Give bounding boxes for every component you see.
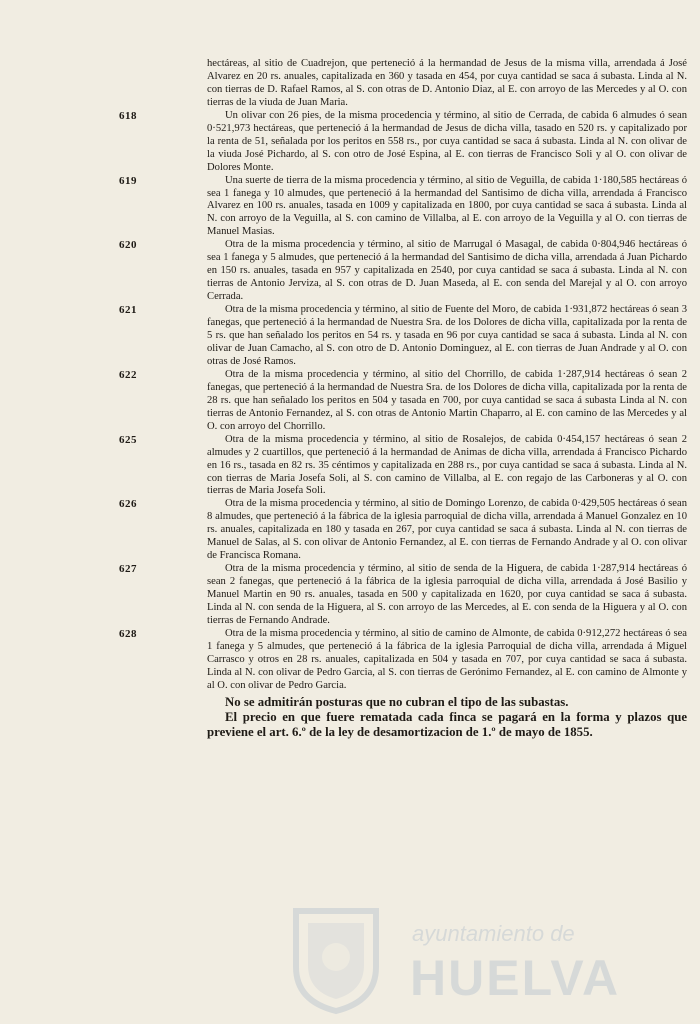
entry-text: hectáreas, al sitio de Cuadrejon, que perteneció á la hermandad de Jesus de la misma villa, arrendada á José Alvarez en 20 rs. anuales, capitalizada en 360 y tasada en 454, por cuya cantidad se saca á subasta. Linda al N. con tierras de D. Rafael Ramos, al S. con otras de D. Antonio Diaz, al E. con arroyo de las Mercedes y al O. con tierras de la viuda de Juan Maria.: [207, 58, 687, 108]
closing-note-payment: El precio en que fuere rematada cada finca se pagará en la forma y plazos que previene el art. 6.º de la ley de desamortizacion de 1.º de mayo de 1855.: [207, 709, 687, 739]
watermark: [290, 905, 630, 1015]
entry-number: 627: [119, 563, 137, 576]
auction-entry-621: [119, 304, 687, 369]
closing-notes: [207, 695, 687, 740]
auction-entry-618: [119, 109, 687, 175]
auction-entry-626: [119, 498, 687, 563]
entry-text: Otra de la misma procedencia y término, al sitio de camino de Almonte, de cabida 0·912,272 hectáreas ó sea 1 fanega y 5 almudes, que perteneció á la fábrica de la iglesia Parroquial de dicha villa, arrendada á Miguel Carrasco y otros en 28 rs. anuales, capitalizada en 504 y tasada en 707, por cuya cantidad se saca á subasta. Linda al N. con olivar de Pedro Garcia, al S. con tierras de Gerónimo Fernandez, al E. con camino de Almonte y al O. con olivar de Pedro Garcia.: [207, 627, 687, 691]
entry-text: Otra de la misma procedencia y término, al sitio del Chorrillo, de cabida 1·287,914 hectáreas ó sean 2 fanegas, que perteneció á la hermandad de Nuestra Sra. de los Dolores de dicha villa, capitalizada por la renta de 28 rs. que han señalado los peritos en 504 y tasada en 700, por cuya cantidad se saca á subasta Linda al N. con tierras de Antonio Fernandez, al S. con otras de Antonio Martin Chaparro, al E. con camino de las Mercedes y al O. con arroyo del Chorrillo.: [207, 368, 687, 432]
entry-number: 621: [119, 304, 137, 317]
watermark-line1: ayuntamiento de: [412, 921, 575, 946]
entry-number: 620: [119, 239, 137, 252]
entry-text: Otra de la misma procedencia y término, al sitio de Rosalejos, de cabida 0·454,157 hectáreas ó sean 2 almudes y 2 cuartillos, que perteneció á la hermandad de Animas de dicha villa, arrendada á Francisco Pichardo en 16 rs., tasada en 82 rs. 35 céntimos y capitalizada en 288 rs., por cuya cantidad se saca á subasta. Linda al N. con tierras de Maria Josefa Soli, al S. con camino de Villalba, al E. con regajo de las Carboneras y al O. con tierras de Maria Josefa Soli.: [207, 433, 687, 497]
auction-entry-622: [119, 368, 687, 434]
text-column: [119, 58, 687, 740]
auction-entry-625: [119, 433, 687, 499]
entry-text: Un olivar con 26 pies, de la misma procedencia y término, al sitio de Cerrada, de cabida 6 almudes ó sean 0·521,973 hectáreas, que perteneció á la hermandad de Jesus de dicha villa, tasado en 520 rs. y capitalizado por la renta de 51, señalada por los peritos en 558 rs., por cuya cantidad se saca á subasta. Linda al N. con olivar de la viuda José Pichardo, al S. con otro de José Espina, al E. con tierras de Francisco Soli y al O. con olivar de Dolores Monte.: [207, 109, 687, 173]
entry-number: 625: [119, 433, 137, 446]
auction-entry-628: [119, 627, 687, 693]
auction-entry-619: [119, 174, 687, 240]
entry-text: Otra de la misma procedencia y término, al sitio de senda de la Higuera, de cabida 1·287,914 hectáreas ó sean 2 fanegas, que perteneció á la fábrica de la iglesia parroquial de dicha villa, arrendada á José Basilio y Manuel Martin en 90 rs. anuales, tasada en 500 y capitalizada en 1620, por cuya cantidad se saca á subasta. Linda al N. con senda de la Higuera, al S. con arroyo de las Mercedes, al E. con senda de la Higuera y al O. con tierras de Fernando Andrade.: [207, 563, 687, 626]
closing-note-bids: No se admitirán posturas que no cubran el tipo de las subastas.: [225, 694, 569, 709]
entry-number: 622: [119, 368, 137, 381]
seal-icon: [290, 905, 382, 1015]
entry-text: Otra de la misma procedencia y término, al sitio de Marrugal ó Masagal, de cabida 0·804,946 hectáreas ó sea 1 fanega y 5 almudes, que perteneció á la hermandad del Santisimo de dicha villa, arrendada á Juan Pichardo en 150 rs. anuales, tasada en 957 y capitalizada en 2540, por cuya cantidad se saca á subasta. Linda al N. con tierras de Antonio Jerviza, al S. con otras de D. Juan Maseda, al E. con senda del Marejal y al O. con arroyo Cerrada.: [207, 239, 687, 303]
entry-number: 618: [119, 109, 137, 122]
entry-text: Otra de la misma procedencia y término, al sitio de Fuente del Moro, de cabida 1·931,872 hectáreas ó sean 3 fanegas, que perteneció á la hermandad de Nuestra Sra. de los Dolores de dicha villa, capitalizada por la renta de 5 rs. que han señalado los peritos en 54 rs. y tasada en 96 por cuya cantidad se saca á subasta. Linda al N. con olivar de Juan Camacho, al S. con otro de D. Antonio Dominguez, al E. con tierras de Juan Andrade y al O. con otras de José Ramos.: [207, 304, 687, 367]
watermark-line2: HUELVA: [410, 950, 621, 1006]
auction-entry-620: [119, 239, 687, 304]
entry-text: Una suerte de tierra de la misma procedencia y término, al sitio de Veguilla, de cabida 1·180,585 hectáreas ó sea 1 fanega y 10 almudes, que perteneció á la hermandad del Santisimo de dicha villa, arrendada á Francisco Alvarez en 100 rs. anuales, tasada en 1009 y capitalizada en 1800, por cuya cantidad se saca á subasta. Linda al N. con arroyo de la Veguilla, al S. con camino de Villalba, al E. con arroyo de la Veguilla y al O. con tierras de Manuel Masias.: [207, 174, 687, 238]
entry-number: 626: [119, 498, 137, 511]
auction-entry-627: [119, 563, 687, 628]
entry-number: 619: [119, 174, 137, 187]
entry-number: 628: [119, 627, 137, 640]
entry-text: Otra de la misma procedencia y término, al sitio de Domingo Lorenzo, de cabida 0·429,505 hectáreas ó sean 8 almudes, que perteneció á la fábrica de la iglesia parroquial de dicha villa, arrendada á Manuel Gonzalez en 10 rs. anuales, capitalizada en 180 y tasada en 267, por cuya cantidad se saca á subasta. Linda al N. con tierras de Manuel de Salas, al S. con olivar de Antonio Fernandez, al E. con tierras de Fernando Andrade y al O. con olivar de Francisca Romana.: [207, 498, 687, 562]
auction-entry-continued: [207, 58, 687, 110]
